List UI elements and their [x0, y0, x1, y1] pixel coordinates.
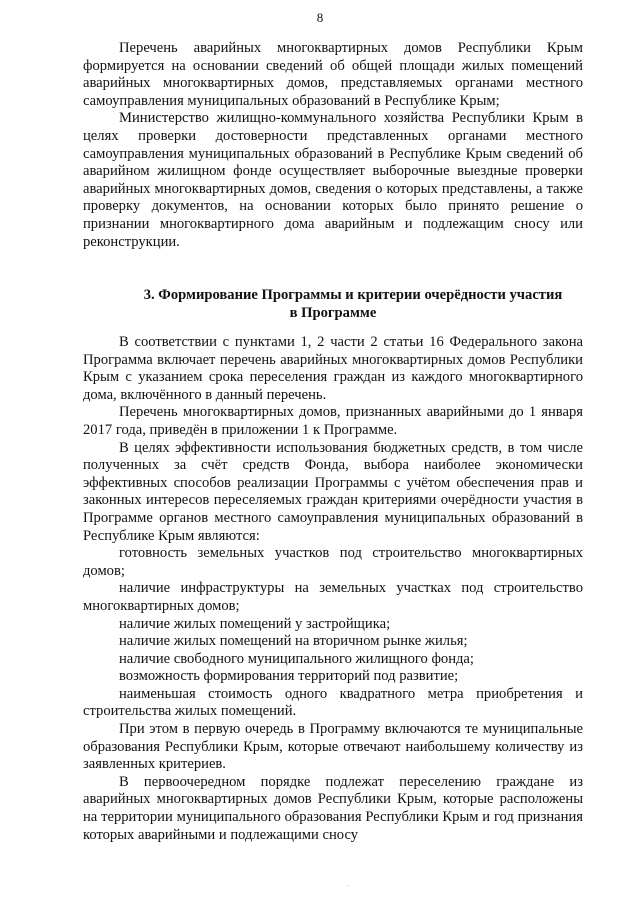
- text-block-intro: [83, 40, 583, 251]
- criteria-item: наличие свободного муниципального жилищного фонда;: [119, 650, 474, 667]
- criteria-item: наличие инфраструктуры на земельных участках под строительство многоквартирных домов;: [83, 580, 583, 614]
- paragraph: При этом в первую очередь в Программу включаются те муниципальные образования Республики Крым, которые отвечают наибольшему количеству из заявленных критериев.: [83, 721, 583, 773]
- scan-speck-mark: ·: [347, 882, 350, 891]
- page-number: 8: [316, 10, 324, 25]
- criteria-item: наличие жилых помещений у застройщика;: [119, 615, 391, 632]
- paragraph: В целях эффективности использования бюджетных средств, в том числе полученных за счёт средств Фонда, выбора наиболее экономически эффективных способов реализации Программы с учётом обеспечения прав и законных интересов переселяемых граждан критериями очерёдности участия в Программе органов местного самоуправления муниципальных образований в Республике Крым являются:: [83, 439, 583, 544]
- criteria-item: готовность земельных участков под строительство многоквартирных домов;: [83, 545, 583, 579]
- criteria-item: возможность формирования территорий под развитие;: [119, 668, 459, 685]
- section-heading: [83, 287, 583, 322]
- paragraph: В соответствии с пунктами 1, 2 части 2 статьи 16 Федерального закона Программа включает перечень аварийных многоквартирных домов Республики Крым с указанием срока переселения граждан из каждого многоквартирного дома, включённого в данный перечень.: [83, 334, 583, 403]
- text-block-section-3: [83, 334, 583, 844]
- section-heading-line-1: 3. Формирование Программы и критерии очерёдности участия: [143, 287, 563, 303]
- section-heading-line-2: в Программе: [289, 304, 377, 321]
- paragraph: В первоочередном порядке подлежат переселению граждане из аварийных многоквартирных домов Республики Крым, которые расположены на территории муниципального образования Республики Крым и год признания которых аварийными и подлежащими сносу: [83, 773, 583, 843]
- criteria-item: наличие жилых помещений на вторичном рынке жилья;: [119, 633, 468, 650]
- paragraph: Перечень аварийных многоквартирных домов Республики Крым формируется на основании сведений об общей площади жилых помещений аварийных многоквартирных домов, представляемых органами местного самоуправления муниципальных образований в Республике Крым;: [83, 40, 583, 109]
- paragraph: Министерство жилищно-коммунального хозяйства Республики Крым в целях проверки достоверности представленных органами местного самоуправления муниципальных образований в Республике Крым сведений об аварийном жилищном фонде осуществляет выборочные выездные проверки аварийных многоквартирных домов, сведения о которых представлены, а также проверку документов, на основании которых было принято решение о признании многоквартирного дома аварийным и подлежащим сносу или реконструкции.: [83, 110, 583, 250]
- paragraph: Перечень многоквартирных домов, признанных аварийными до 1 января 2017 года, приведён в приложении 1 к Программе.: [83, 404, 583, 438]
- criteria-item: наименьшая стоимость одного квадратного метра приобретения и строительства жилых помещений.: [83, 685, 583, 720]
